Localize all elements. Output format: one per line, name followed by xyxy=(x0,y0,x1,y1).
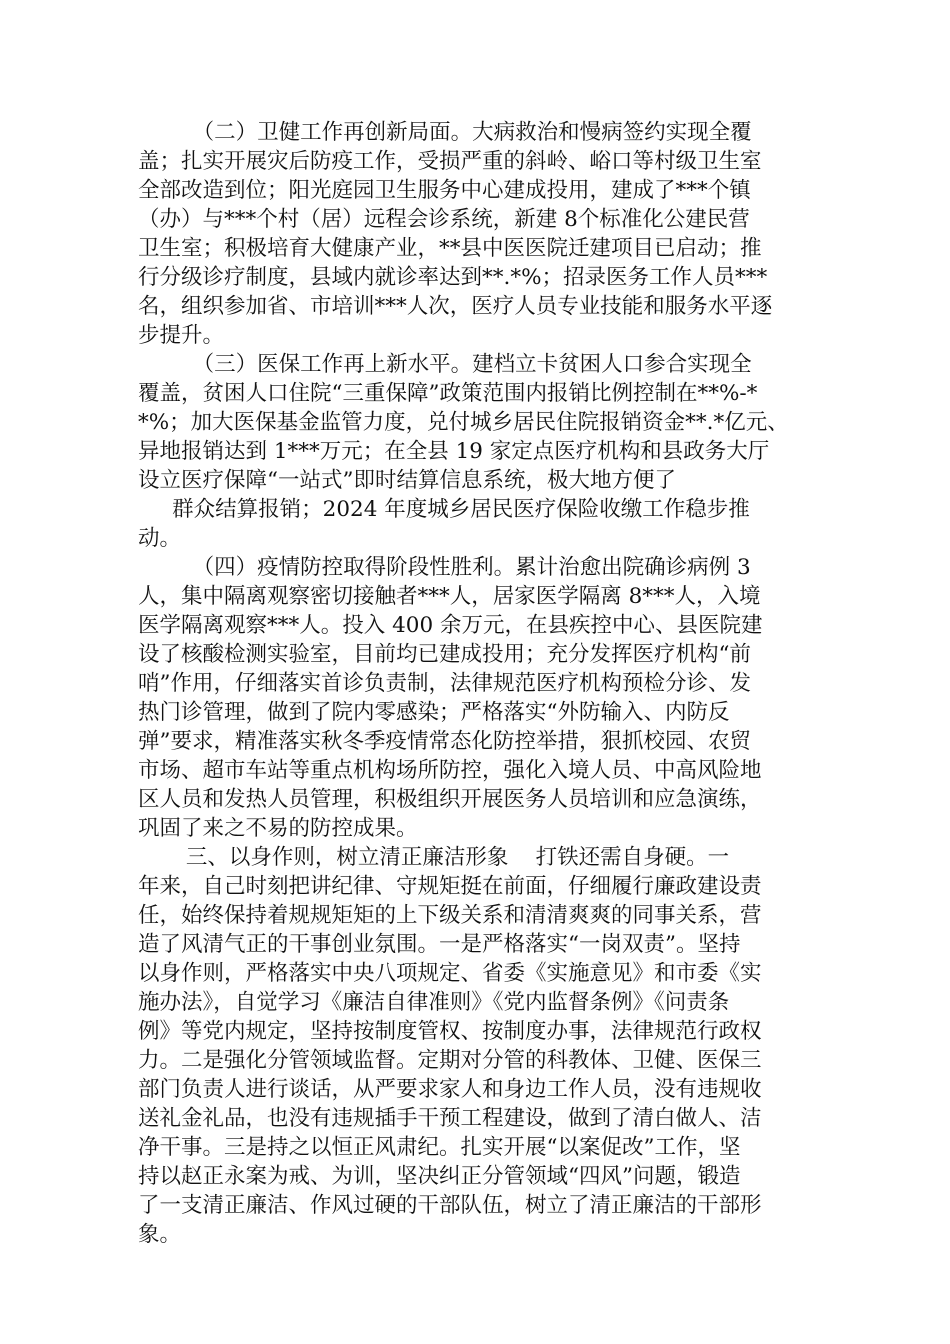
text-line: 热门诊管理，做到了院内零感染；严格落实“外防输入、内防反 xyxy=(138,700,730,725)
text-line: 全部改造到位；阳光庭园卫生服务中心建成投用，建成了***个镇 xyxy=(138,178,751,203)
text-line: 行分级诊疗制度，县域内就诊率达到**.*%；招录医务工作人员*** xyxy=(138,265,768,290)
text-line: 净干事。三是持之以恒正风肃纪。扎实开展“以案促改”工作，坚 xyxy=(138,1135,741,1160)
text-line: 步提升。 xyxy=(138,323,225,348)
text-line: 任，始终保持着规规矩矩的上下级关系和清清爽爽的同事关系，营 xyxy=(138,903,762,928)
text-line: （二）卫健工作再创新局面。大病救治和慢病签约实现全覆 xyxy=(138,120,752,145)
text-line: 持以赵正永案为戒、为训，坚决纠正分管领域“四风”问题，锻造 xyxy=(138,1164,741,1189)
text-line: 群众结算报销；2024 年度城乡居民医疗保险收缴工作稳步推 xyxy=(138,497,750,522)
text-line: 象。 xyxy=(138,1222,182,1247)
text-line: 覆盖，贫困人口住院“三重保障”政策范围内报销比例控制在**%-* xyxy=(138,381,758,406)
text-line: 卫生室；积极培育大健康产业，**县中医医院迁建项目已启动；推 xyxy=(138,236,762,261)
text-line: 三、以身作则，树立清正廉洁形象 打铁还需自身硬。一 xyxy=(138,845,730,870)
text-line: 以身作则，严格落实中央八项规定、省委《实施意见》和市委《实 xyxy=(138,961,762,986)
text-line: 送礼金礼品，也没有违规插手干预工程建设，做到了清白做人、洁 xyxy=(138,1106,762,1131)
text-line: 盖；扎实开展灾后防疫工作，受损严重的斜岭、峪口等村级卫生室 xyxy=(138,149,762,174)
text-line: （办）与***个村（居）远程会诊系统，新建 8个标准化公建民营 xyxy=(138,207,750,232)
text-line: 名，组织参加省、市培训***人次，医疗人员专业技能和服务水平逐 xyxy=(138,294,773,319)
text-line: 设了核酸检测实验室，目前均已建成投用；充分发挥医疗机构“前 xyxy=(138,642,751,667)
text-line: 力。二是强化分管领域监督。定期对分管的科教体、卫健、医保三 xyxy=(138,1048,762,1073)
text-line: 例》等党内规定，坚持按制度管权、按制度办事，法律规范行政权 xyxy=(138,1019,762,1044)
text-line: 市场、超市车站等重点机构场所防控，强化入境人员、中高风险地 xyxy=(138,758,762,783)
text-line: 哨”作用，仔细落实首诊负责制，法律规范医疗机构预检分诊、发 xyxy=(138,671,751,696)
text-line: 巩固了来之不易的防控成果。 xyxy=(138,816,418,841)
text-line: 弹”要求，精准落实秋冬季疫情常态化防控举措，狠抓校园、农贸 xyxy=(138,729,751,754)
text-line: 了一支清正廉洁、作风过硬的干部队伍，树立了清正廉洁的干部形 xyxy=(138,1193,762,1218)
text-line: 部门负责人进行谈话，从严要求家人和身边工作人员，没有违规收 xyxy=(138,1077,762,1102)
text-line: 设立医疗保障“一站式”即时结算信息系统，极大地方便了 xyxy=(138,468,676,493)
document-page xyxy=(138,118,812,1249)
text-line: （四）疫情防控取得阶段性胜利。累计治愈出院确诊病例 3 xyxy=(138,555,751,580)
text-line: （三）医保工作再上新水平。建档立卡贫困人口参合实现全 xyxy=(138,352,752,377)
text-line: *%；加大医保基金监管力度，兑付城乡居民住院报销资金**.*亿元、 xyxy=(138,410,789,435)
text-line: 异地报销达到 1***万元；在全县 19 家定点医疗机构和县政务大厅 xyxy=(138,439,770,464)
text-line: 人，集中隔离观察密切接触者***人，居家医学隔离 8***人，入境 xyxy=(138,584,761,609)
text-line: 年来，自己时刻把讲纪律、守规矩挺在前面，仔细履行廉政建设责 xyxy=(138,874,762,899)
text-line: 医学隔离观察***人。投入 400 余万元，在县疾控中心、县医院建 xyxy=(138,613,763,638)
text-line: 施办法》，自觉学习《廉洁自律准则》《党内监督条例》《问责条 xyxy=(138,990,730,1015)
text-line: 动。 xyxy=(138,526,182,551)
text-line: 区人员和发热人员管理，积极组织开展医务人员培训和应急演练， xyxy=(138,787,762,812)
text-line: 造了风清气正的干事创业氛围。一是严格落实“一岗双责”。坚持 xyxy=(138,932,741,957)
